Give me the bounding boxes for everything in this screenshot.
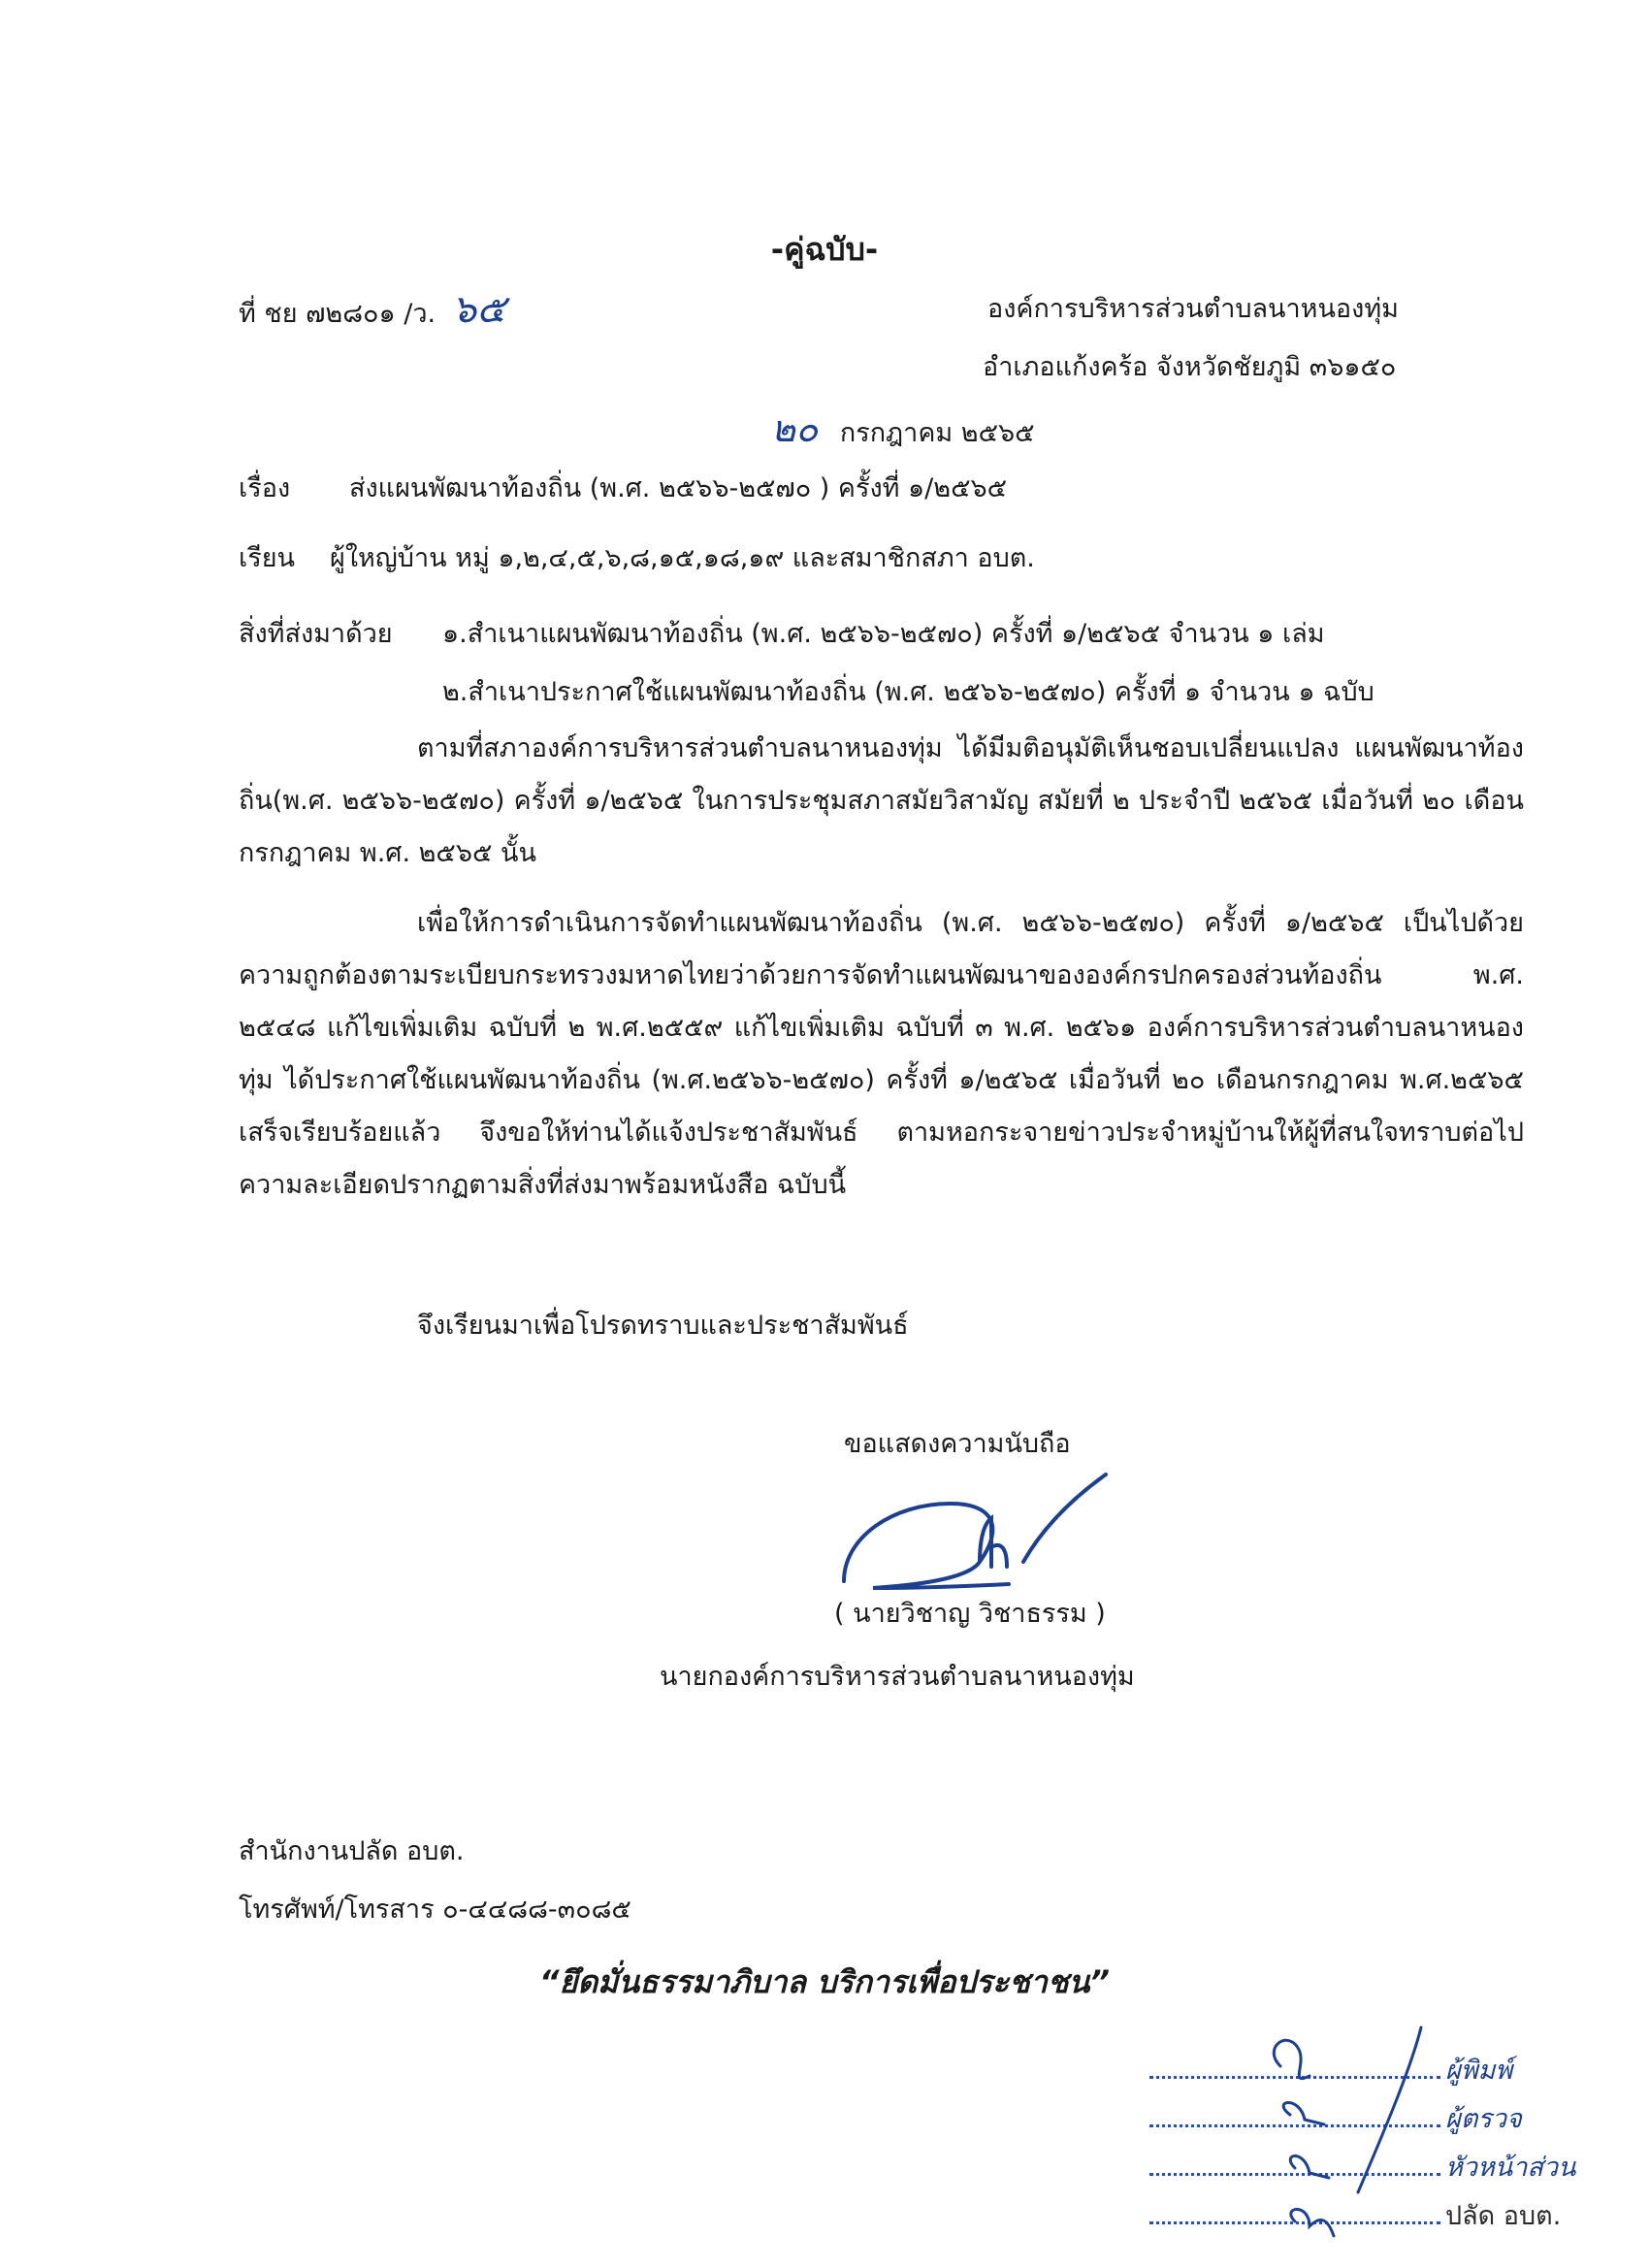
phone-line: โทรศัพท์/โทรสาร ๐-๔๔๘๘-๓๐๘๕ — [239, 1895, 631, 1925]
enclosure-item-2: ๒.สำเนาประกาศใช้แผนพัฒนาท้องถิ่น (พ.ศ. ๒๕๖๖-๒๕๗๐) ครั้งที่ ๑ จำนวน ๑ ฉบับ — [442, 677, 1374, 707]
body-paragraph-2-text: เพื่อให้การดำเนินการจัดทำแผนพัฒนาท้องถิ่น (พ.ศ. ๒๕๖๖-๒๕๗๐) ครั้งที่ ๑/๒๕๖๕ เป็นไปด้วยความถูกต้องตามระเบียบกระทรวงมหาดไทยว่าด้วยการจัดทำแผนพัฒนาขององค์กรปกครองส่วนท้องถิ่น พ.ศ. ๒๕๔๘ แก้ไขเพิ่มเติม ฉบับที่ ๒ พ.ศ.๒๕๕๙ แก้ไขเพิ่มเติม ฉบับที่ ๓ พ.ศ. ๒๕๖๑ องค์การบริหารส่วนตำบลนาหนองทุ่ม ได้ประกาศใช้แผนพัฒนาท้องถิ่น (พ.ศ.๒๕๖๖-๒๕๗๐) ครั้งที่ ๑/๒๕๖๕ เมื่อวันที่ ๒๐ เดือนกรกฎาคม พ.ศ.๒๕๖๕ เสร็จเรียบร้อยแล้ว จึงขอให้ท่านได้แจ้งประชาสัมพันธ์ ตามหอกระจายข่าวประจำหมู่บ้านให้ผู้ที่สนใจทราบต่อไป ความละเอียดปรากฏตามสิ่งที่ส่งมาพร้อมหนังสือ ฉบับนี้ — [239, 908, 1524, 1200]
recipient-label: เรียน — [239, 543, 296, 573]
reference-handwritten: ๖๕ — [451, 287, 506, 332]
approval-initials — [1251, 2008, 1426, 2260]
signature-mark — [834, 1470, 1125, 1605]
letter-date — [771, 407, 1035, 452]
recipient-text: ผู้ใหญ่บ้าน หมู่ ๑,๒,๔,๕,๖,๘,๑๕,๑๘,๑๙ และสมาชิกสภา อบต. — [330, 543, 1035, 573]
enclosure-item-1: ๑.สำเนาแผนพัฒนาท้องถิ่น (พ.ศ. ๒๕๖๖-๒๕๗๐) ครั้งที่ ๑/๒๕๖๕ จำนวน ๑ เล่ม — [442, 619, 1325, 649]
copy-label: -คู่ฉบับ- — [770, 231, 879, 268]
reference-prefix: ที่ ชย ๗๒๘๐๑ /ว. — [239, 299, 436, 329]
approval-label-3: หัวหน้าส่วน — [1445, 2153, 1576, 2183]
motto: “ยึดมั่นธรรมาภิบาล บริการเพื่อประชาชน” — [538, 1963, 1111, 2000]
approval-label-4: ปลัด อบต. — [1445, 2201, 1562, 2231]
signatory-position: นายกองค์การบริหารส่วนตำบลนาหนองทุ่ม — [660, 1662, 1135, 1692]
subject-text: ส่งแผนพัฒนาท้องถิ่น (พ.ศ. ๒๕๖๖-๒๕๗๐ ) ครั้งที่ ๑/๒๕๖๕ — [349, 473, 1008, 503]
date-text: กรกฎาคม ๒๕๖๕ — [839, 418, 1035, 448]
body-paragraph-1 — [239, 723, 1524, 880]
body-paragraph-2 — [239, 897, 1524, 1212]
org-name: องค์การบริหารส่วนตำบลนาหนองทุ่ม — [987, 294, 1399, 324]
org-address: อำเภอแก้งคร้อ จังหวัดชัยภูมิ ๓๖๑๕๐ — [983, 352, 1397, 382]
approval-label-1: ผู้พิมพ์ — [1445, 2056, 1513, 2086]
enclosures-label: สิ่งที่ส่งมาด้วย — [239, 619, 393, 649]
closing-line: จึงเรียนมาเพื่อโปรดทราบและประชาสัมพันธ์ — [417, 1311, 909, 1341]
signatory-name: ( นายวิชาญ วิชาธรรม ) — [834, 1599, 1106, 1629]
regards-text: ขอแสดงความนับถือ — [844, 1429, 1071, 1459]
approval-label-2: ผู้ตรวจ — [1445, 2104, 1522, 2134]
subject-label: เรื่อง — [239, 473, 291, 503]
date-handwritten: ๒๐ — [771, 407, 819, 450]
office-name: สำนักงานปลัด อบต. — [239, 1836, 465, 1866]
body-paragraph-1-text: ตามที่สภาองค์การบริหารส่วนตำบลนาหนองทุ่ม ได้มีมติอนุมัติเห็นชอบเปลี่ยนแปลง แผนพัฒนาท้องถิ่น(พ.ศ. ๒๕๖๖-๒๕๗๐) ครั้งที่ ๑/๒๕๖๕ ในการประชุมสภาสมัยวิสามัญ สมัยที่ ๒ ประจำปี ๒๕๖๕ เมื่อวันที่ ๒๐ เดือน กรกฎาคม พ.ศ. ๒๕๖๕ นั้น — [239, 733, 1524, 868]
reference-number — [239, 287, 506, 333]
